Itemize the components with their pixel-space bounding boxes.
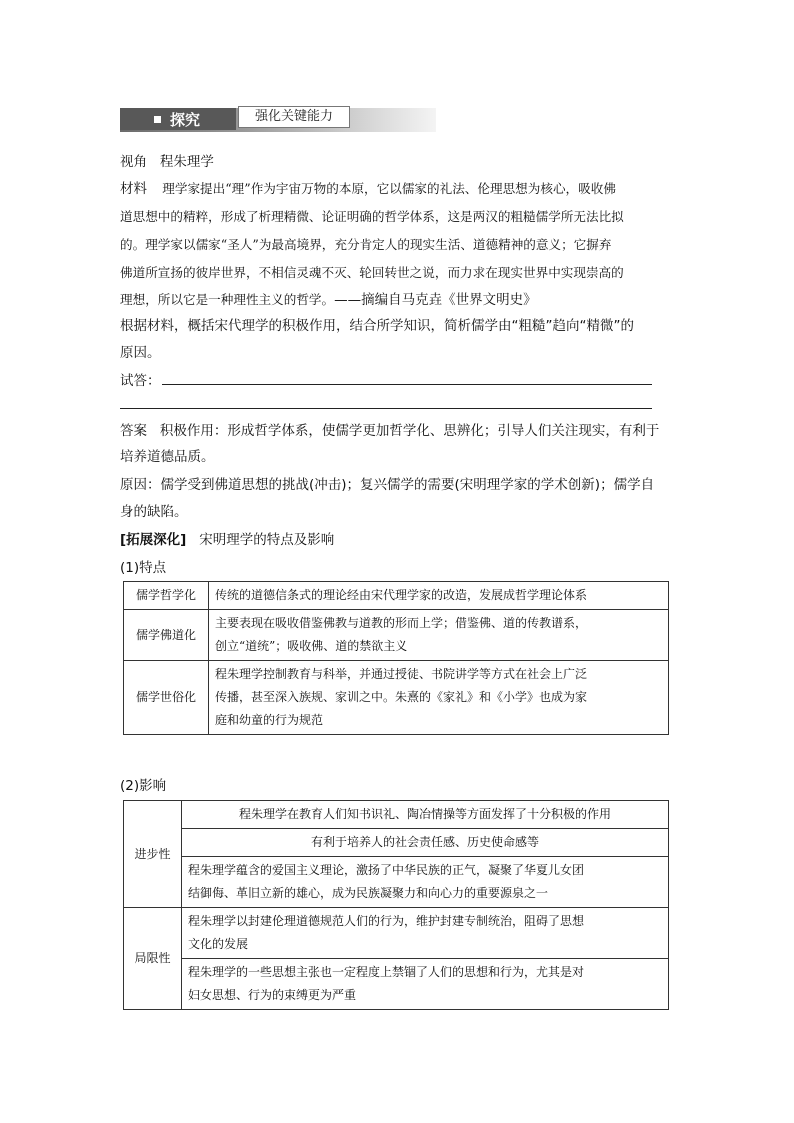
limitation-label: 局限性 — [124, 908, 182, 1010]
influence-item-line: 有利于培养人的社会责任感、历史使命感等 — [310, 835, 539, 849]
banner-tag: 探究 — [170, 111, 201, 129]
influence-item — [182, 801, 669, 829]
feature-label: 儒学佛道化 — [124, 610, 209, 661]
influence-item-line: 结御侮、革旧立新的雄心，成为民族凝聚力和向心力的重要源泉之一 — [188, 886, 549, 900]
material-line-5 — [120, 288, 537, 308]
table-row — [124, 908, 669, 959]
feature-desc-line: 主要表现在吸收借鉴佛教与道教的形而上学；借鉴佛、道的传教谱系， — [215, 616, 588, 630]
influence-table — [123, 800, 669, 1010]
material-source: ——摘编自马克垚《世界文明史》 — [334, 292, 537, 308]
table-row — [124, 959, 669, 1010]
feature-desc — [209, 610, 669, 661]
feature-desc — [209, 582, 669, 610]
answer-label: 答案 — [120, 423, 147, 439]
material-text: 理想，所以它是一种理性主义的哲学。 — [120, 292, 335, 307]
influence-item-line: 程朱理学的一些思想主张也一定程度上禁锢了人们的思想和行为，尤其是对 — [188, 965, 585, 979]
table-row — [124, 857, 669, 908]
table-row — [124, 829, 669, 857]
material-label: 材料 — [120, 181, 147, 197]
feature-desc-line: 创立“道统”；吸收佛、道的禁欲主义 — [215, 639, 408, 653]
material-line-2: 道思想中的精粹，形成了析理精微、论证明确的哲学体系，这是两汉的粗糙儒学所无法比拟 — [120, 209, 624, 224]
material-line-1 — [120, 177, 616, 197]
influence-item — [182, 959, 669, 1010]
answer-line-3: 原因：儒学受到佛道思想的挑战(冲击)；复兴儒学的需要(宋明理学家的学术创新)；儒学自 — [120, 477, 655, 493]
influence-item — [182, 908, 669, 959]
table-row — [124, 801, 669, 829]
table-row — [124, 661, 669, 735]
material-line-4: 佛道所宣扬的彼岸世界，不相信灵魂不灭、轮回转世之说，而力求在现实世界中实现崇高的 — [120, 265, 624, 280]
progressive-label: 进步性 — [124, 801, 182, 908]
answer-text: 积极作用：形成哲学体系，使儒学更加哲学化、思辨化；引导人们关注现实，有利于 — [159, 423, 660, 439]
extension-heading — [120, 528, 334, 548]
feature-desc — [209, 661, 669, 735]
influence-item-line: 程朱理学以封建伦理道德规范人们的行为，维护封建专制统治，阻碍了思想 — [188, 914, 585, 928]
feature-label: 儒学哲学化 — [124, 582, 209, 610]
influence-item — [182, 857, 669, 908]
question-line-2: 原因。 — [120, 345, 161, 361]
influence-heading: (2)影响 — [120, 778, 167, 794]
perspective-label: 视角 — [120, 154, 147, 170]
feature-label: 儒学世俗化 — [124, 661, 209, 735]
feature-desc-line: 程朱理学控制教育与科举，并通过授徒、书院讲学等方式在社会上广泛 — [215, 667, 588, 681]
answer-line-2: 培养道德品质。 — [120, 449, 215, 465]
question-line-1: 根据材料，概括宋代理学的积极作用，结合所学知识，简析儒学由“粗糙”趋向“精微”的 — [120, 318, 634, 334]
feature-desc-line: 传播，甚至深入族规、家训之中。朱熹的《家礼》和《小学》也成为家 — [215, 690, 588, 704]
features-table — [123, 581, 669, 735]
material-text: 理学家提出“理”作为宇宙万物的本原，它以儒家的礼法、伦理思想为核心，吸收佛 — [162, 181, 616, 196]
banner-subtitle: 强化关键能力 — [238, 106, 350, 128]
feature-desc-line: 传统的道德信条式的理论经由宋代理学家的改造，发展成哲学理论体系 — [215, 588, 588, 602]
table-row — [124, 610, 669, 661]
answer-line-4: 身的缺陷。 — [120, 504, 188, 520]
answer-blank-line-1[interactable] — [162, 384, 652, 385]
section-banner — [120, 104, 436, 132]
influence-item-line: 妇女思想、行为的束缚更为严重 — [188, 988, 357, 1002]
answer-prompt-label: 试答： — [120, 373, 161, 389]
material-line-3: 的。理学家以儒家“圣人”为最高境界，充分肯定人的现实生活、道德精神的意义；它摒弃 — [120, 237, 612, 252]
feature-desc-line: 庭和幼童的行为规范 — [215, 713, 324, 727]
extension-label: [拓展深化] — [120, 532, 187, 548]
features-heading: (1)特点 — [120, 560, 167, 576]
influence-item-line: 程朱理学在教育人们知书识礼、陶冶情操等方面发挥了十分积极的作用 — [238, 807, 611, 821]
perspective-line — [120, 150, 214, 170]
table-row — [124, 582, 669, 610]
square-bullet-icon — [154, 116, 161, 123]
influence-item-line: 文化的发展 — [188, 937, 249, 951]
answer-blank-line-2[interactable] — [120, 408, 652, 409]
answer-line-1 — [120, 419, 659, 439]
extension-title: 宋明理学的特点及影响 — [199, 532, 335, 548]
influence-item-line: 程朱理学蕴含的爱国主义理论，激扬了中华民族的正气，凝聚了华夏儿女团 — [188, 863, 585, 877]
influence-item — [182, 829, 669, 857]
perspective-text: 程朱理学 — [159, 154, 214, 170]
